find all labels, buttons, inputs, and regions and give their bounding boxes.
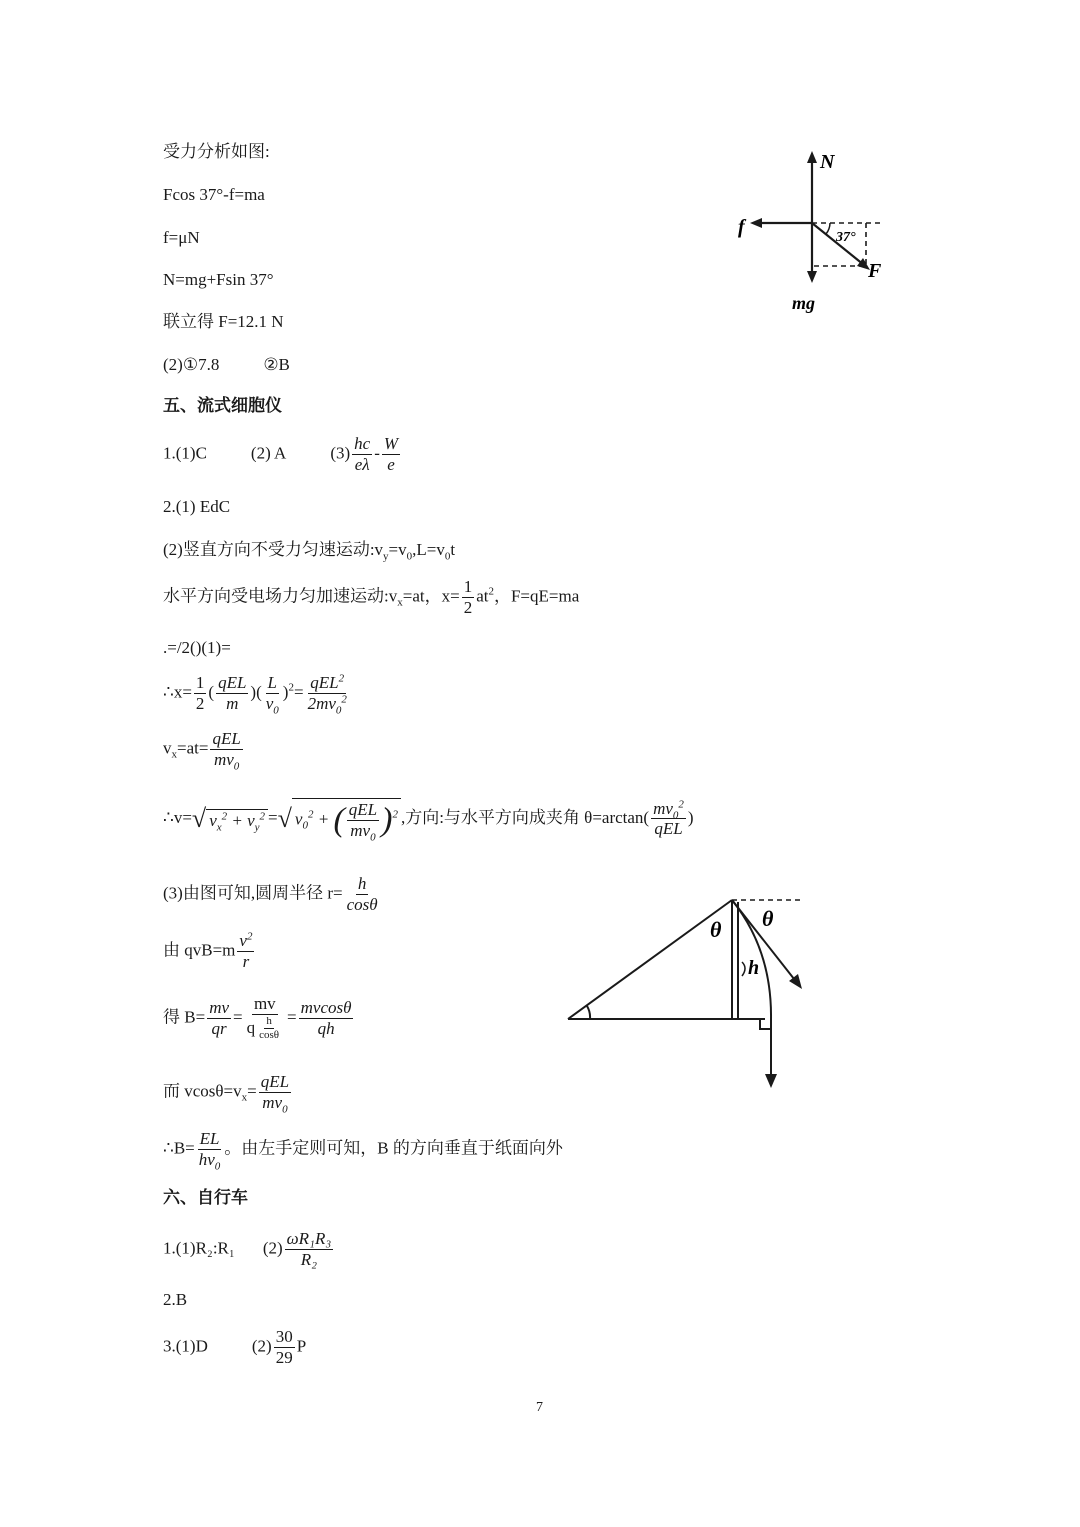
answer-part2 (163, 356, 290, 373)
equation-2: f=μN (163, 228, 200, 247)
equation-1: Fcos 37°-f=ma (163, 185, 265, 204)
label-theta-left: θ (710, 917, 722, 942)
hypotenuse (568, 900, 732, 1019)
force-intro: 受力分析如图: (163, 142, 270, 161)
lorentz-text: 由 qvB=m (163, 940, 236, 960)
section-title-flow-cytometer: 五、流式细胞仪 (163, 396, 282, 416)
garbled-line: .=/2()(1)= (163, 638, 231, 657)
radius-equation: (3)由图可知,圆周半径 r= $\frac{h}{\cos\theta}$ (163, 874, 378, 914)
q1-ratio: 1.(1)R₂:R₁ (163, 1238, 235, 1258)
section6-q1 (163, 1230, 335, 1269)
page-number: 7 (536, 1400, 543, 1415)
q1-part2-label: (2) (262, 1238, 283, 1258)
label-angle: 37° (836, 230, 856, 245)
velocity-magnitude-equation: ∴v=√ $v_x^2 + v_y^2$ =√ $v_0^2$ + ( $\frac{\text{qEL}}{mv_0}$ )$^2$ ,方向:与水平方向成夹角 θ=arctan( $\frac{mv_0^2}{\text{qEL}}$ ) (163, 797, 694, 844)
angle-arc (826, 223, 830, 234)
section5-q1 (163, 435, 402, 474)
section6-q2: 2.B (163, 1290, 188, 1309)
x-displacement-equation: ∴x= $\frac{1}{2}$ ( $\frac{\text{qEL}}{m}$ )( $\frac{L}{v_0}$ )$^2$= $\frac{qEL^2}{2mv_0^2}$ (163, 672, 347, 717)
q3-part2-label: (2) (251, 1336, 272, 1356)
equation-3: N=mg+Fsin 37° (163, 270, 274, 289)
q1-part2: (2) A (250, 443, 287, 463)
b-conclusion: ∴B= $\frac{EL}{hv_0}$ 。由左手定则可知，B 的方向垂直于纸面向外 (163, 1129, 563, 1173)
label-f: f (738, 216, 745, 238)
radius-text: (3)由图可知,圆周半径 r= (163, 883, 343, 903)
label-F: F (868, 260, 882, 282)
vx-equation: $v_x=at=$ $\frac{\text{qEL}}{mv_0}$ (163, 729, 241, 773)
force-diagram (730, 145, 900, 320)
fraction-hc-over-elambda: $\frac{hc}{e\lambda}$ (354, 434, 371, 474)
section5-q2-part1: 2.(1) EdC (163, 497, 231, 516)
result-line: 联立得 F=12.1 N (163, 312, 284, 331)
vertical-motion-text: (2)竖直方向不受力匀速运动:v (163, 540, 384, 559)
section6-q3 (163, 1328, 306, 1367)
arrowhead-left-icon (750, 218, 762, 228)
vcos-text: 而 vcosθ=v (163, 1081, 242, 1101)
fraction-30-29: $\frac{30}{29}$ (275, 1327, 293, 1367)
label-theta-right: θ (762, 906, 774, 931)
answer-2b: ②B (263, 355, 290, 374)
arrowhead-up-icon (807, 151, 817, 163)
vx-prefix: v (163, 738, 172, 758)
horizontal-motion-text: 水平方向受电场力匀加速运动:v (163, 586, 398, 606)
q1-part1: 1.(1)C (163, 443, 207, 463)
arrowhead-down-icon (807, 271, 817, 283)
answer-2a: (2)①7.8 (163, 355, 220, 374)
section5-q2-part2: (2)竖直方向不受力匀速运动$:v_y=v_0,L=v_0t$ (163, 540, 456, 563)
direction-text: ,方向:与水平方向成夹角 θ=arctan( (400, 807, 650, 827)
fraction-W-over-e: $\frac{W}{e}$ (383, 434, 399, 474)
horizontal-motion-line: 水平方向受电场力匀加速运动$:v_x=at$，x= $\frac{1}{2}$ $at^2$，F=qE=ma (163, 577, 580, 617)
fraction-omega: $\frac{\text{ωR₁R₃}}{\text{R₂}}$ (286, 1229, 332, 1269)
arrowhead-down-icon (765, 1074, 777, 1088)
lorentz-equation: 由 qvB=m $\frac{v^2}{r}$ (163, 930, 253, 971)
section-title-bicycle: 六、自行车 (163, 1188, 248, 1208)
b-field-text: 得 B= (163, 1007, 206, 1027)
label-N: N (820, 151, 835, 173)
vcos-equation: 而 $vcos\theta=v_x=$ $\frac{\text{qEL}}{mv_0}$ (163, 1072, 290, 1116)
label-h: h (748, 957, 760, 979)
minus-sign: - (374, 443, 380, 463)
conclusion-text: 。由左手定则可知，B 的方向垂直于纸面向外 (224, 1138, 563, 1158)
b-field-equation: 得 B= $\frac{mv}{qr}$ = mv q $\frac{h}{\cos\theta}$ = $\frac{mvcos\theta}{qh}$ (163, 994, 352, 1042)
q1-part3-label: (3) (330, 443, 351, 463)
q3-part1: 3.(1)D (163, 1336, 208, 1356)
trajectory-diagram (560, 890, 820, 1095)
power-unit: P (296, 1336, 307, 1356)
label-mg: mg (792, 293, 816, 313)
